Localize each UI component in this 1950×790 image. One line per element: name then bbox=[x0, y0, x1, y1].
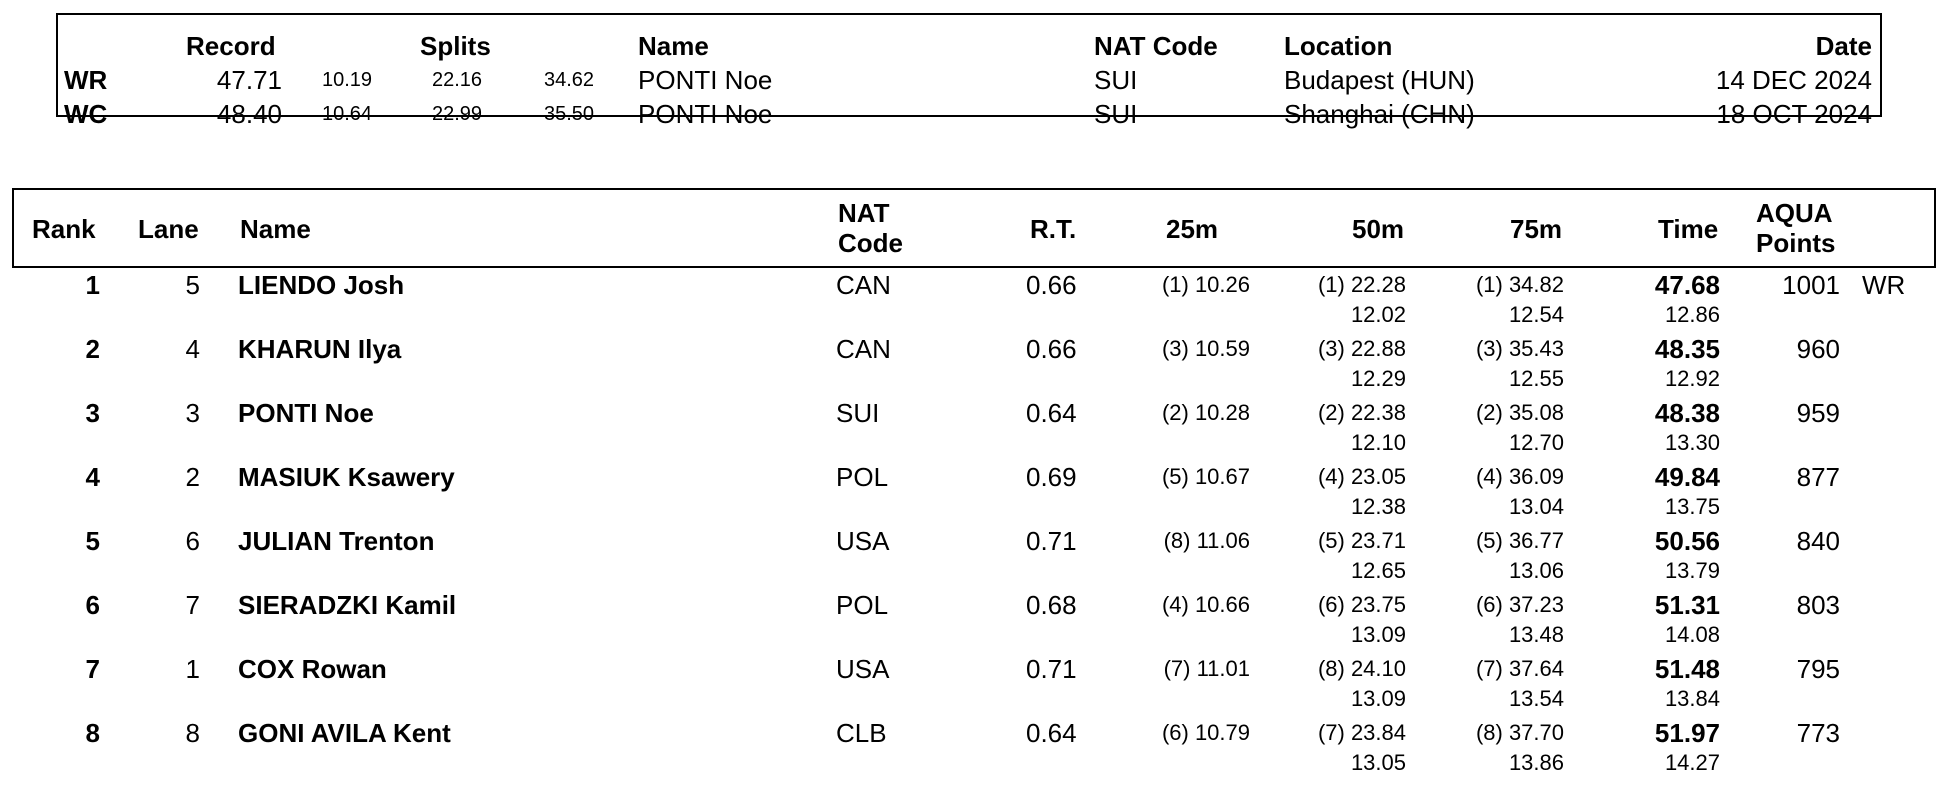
result-reaction-time: 0.64 bbox=[1026, 718, 1077, 748]
result-nat: USA bbox=[836, 654, 890, 684]
result-75m: (8) 37.70 bbox=[1475, 720, 1564, 745]
records-header-location: Location bbox=[1284, 31, 1393, 61]
result-time: 50.56 bbox=[1654, 526, 1720, 556]
result-time-split: 14.27 bbox=[1664, 750, 1720, 775]
result-25m: (1) 10.26 bbox=[1161, 272, 1250, 297]
result-75m: (1) 34.82 bbox=[1475, 272, 1564, 297]
record-time: 47.71 bbox=[216, 65, 282, 95]
result-points: 840 bbox=[1796, 526, 1840, 556]
result-25m: (5) 10.67 bbox=[1161, 464, 1250, 489]
result-50m: (1) 22.28 bbox=[1317, 272, 1406, 297]
result-50m-split: 13.05 bbox=[1350, 750, 1406, 775]
result-time: 51.97 bbox=[1654, 718, 1720, 748]
result-75m-split: 13.06 bbox=[1508, 558, 1564, 583]
result-reaction-time: 0.71 bbox=[1026, 526, 1077, 556]
record-location: Shanghai (CHN) bbox=[1284, 99, 1475, 129]
result-25m: (2) 10.28 bbox=[1161, 400, 1250, 425]
result-record: WR bbox=[1862, 270, 1906, 300]
result-lane: 7 bbox=[185, 590, 200, 620]
result-athlete-name: PONTI Noe bbox=[238, 398, 374, 428]
result-lane: 2 bbox=[185, 462, 200, 492]
record-split: 34.62 bbox=[544, 69, 595, 91]
result-points: 773 bbox=[1796, 718, 1840, 748]
result-50m-split: 13.09 bbox=[1350, 686, 1406, 711]
result-time-split: 12.86 bbox=[1664, 302, 1720, 327]
result-points: 877 bbox=[1796, 462, 1840, 492]
record-type: WR bbox=[64, 65, 108, 95]
result-lane: 6 bbox=[185, 526, 200, 556]
result-50m: (3) 22.88 bbox=[1317, 336, 1406, 361]
records-header-splits: Splits bbox=[420, 31, 491, 61]
result-75m-split: 13.04 bbox=[1508, 494, 1564, 519]
result-reaction-time: 0.71 bbox=[1026, 654, 1077, 684]
result-50m: (4) 23.05 bbox=[1317, 464, 1406, 489]
result-nat: CAN bbox=[836, 334, 891, 364]
result-reaction-time: 0.66 bbox=[1026, 270, 1077, 300]
result-time: 48.35 bbox=[1654, 334, 1720, 364]
result-nat: USA bbox=[836, 526, 890, 556]
record-name: PONTI Noe bbox=[638, 99, 773, 129]
result-time: 47.68 bbox=[1654, 270, 1720, 300]
result-athlete-name: GONI AVILA Kent bbox=[238, 718, 451, 748]
result-50m: (2) 22.38 bbox=[1317, 400, 1406, 425]
results-header-time: Time bbox=[1658, 214, 1719, 244]
result-nat: SUI bbox=[836, 398, 880, 428]
result-50m-split: 12.29 bbox=[1350, 366, 1406, 391]
result-time-split: 13.75 bbox=[1664, 494, 1720, 519]
record-type: WC bbox=[64, 99, 108, 129]
result-time-split: 13.30 bbox=[1664, 430, 1720, 455]
result-75m: (3) 35.43 bbox=[1475, 336, 1564, 361]
result-50m-split: 12.10 bbox=[1350, 430, 1406, 455]
result-athlete-name: LIENDO Josh bbox=[238, 270, 405, 300]
result-75m-split: 12.54 bbox=[1508, 302, 1564, 327]
result-75m: (5) 36.77 bbox=[1475, 528, 1564, 553]
result-points: 795 bbox=[1796, 654, 1840, 684]
result-rank: 5 bbox=[85, 526, 100, 556]
record-split: 10.64 bbox=[322, 103, 373, 125]
result-25m: (3) 10.59 bbox=[1161, 336, 1250, 361]
result-nat: CAN bbox=[836, 270, 891, 300]
result-time: 49.84 bbox=[1654, 462, 1720, 492]
record-date: 18 OCT 2024 bbox=[1716, 99, 1872, 129]
result-50m-split: 12.38 bbox=[1350, 494, 1406, 519]
results-header bbox=[12, 188, 1936, 268]
record-split: 35.50 bbox=[544, 103, 595, 125]
result-reaction-time: 0.68 bbox=[1026, 590, 1077, 620]
result-rank: 1 bbox=[85, 270, 100, 300]
result-rank: 4 bbox=[85, 462, 100, 492]
result-25m: (8) 11.06 bbox=[1163, 528, 1250, 553]
result-50m: (8) 24.10 bbox=[1317, 656, 1406, 681]
result-25m: (7) 11.01 bbox=[1163, 656, 1250, 681]
result-nat: POL bbox=[836, 462, 889, 492]
result-75m-split: 12.70 bbox=[1508, 430, 1564, 455]
record-split: 22.99 bbox=[432, 103, 483, 125]
result-time: 48.38 bbox=[1654, 398, 1720, 428]
result-athlete-name: COX Rowan bbox=[238, 654, 387, 684]
result-nat: POL bbox=[836, 590, 889, 620]
result-time-split: 13.79 bbox=[1664, 558, 1720, 583]
results-header-nat-2: Code bbox=[838, 228, 903, 258]
result-rank: 7 bbox=[85, 654, 100, 684]
result-lane: 3 bbox=[185, 398, 200, 428]
result-time-split: 12.92 bbox=[1664, 366, 1720, 391]
result-nat: CLB bbox=[836, 718, 887, 748]
result-lane: 8 bbox=[185, 718, 200, 748]
result-75m-split: 13.54 bbox=[1508, 686, 1564, 711]
result-athlete-name: MASIUK Ksawery bbox=[238, 462, 455, 492]
results-header-name: Name bbox=[240, 214, 311, 244]
result-50m: (6) 23.75 bbox=[1317, 592, 1406, 617]
record-location: Budapest (HUN) bbox=[1284, 65, 1475, 95]
result-time-split: 13.84 bbox=[1664, 686, 1720, 711]
result-athlete-name: JULIAN Trenton bbox=[238, 526, 435, 556]
records-header-record: Record bbox=[186, 31, 276, 61]
record-nat: SUI bbox=[1094, 99, 1138, 129]
result-time-split: 14.08 bbox=[1664, 622, 1720, 647]
results-header-rt: R.T. bbox=[1030, 214, 1077, 244]
record-date: 14 DEC 2024 bbox=[1715, 65, 1872, 95]
records-table bbox=[56, 13, 1882, 129]
result-50m-split: 12.65 bbox=[1350, 558, 1406, 583]
record-split: 22.16 bbox=[432, 69, 483, 91]
records-header-date: Date bbox=[1815, 31, 1872, 61]
result-time: 51.31 bbox=[1654, 590, 1720, 620]
result-reaction-time: 0.69 bbox=[1026, 462, 1077, 492]
result-75m: (7) 37.64 bbox=[1475, 656, 1564, 681]
result-points: 959 bbox=[1796, 398, 1840, 428]
results-header-75m: 75m bbox=[1510, 214, 1563, 244]
results-header-lane: Lane bbox=[138, 214, 199, 244]
result-75m-split: 13.86 bbox=[1508, 750, 1564, 775]
results-header-50m: 50m bbox=[1352, 214, 1405, 244]
result-75m-split: 12.55 bbox=[1508, 366, 1564, 391]
result-25m: (6) 10.79 bbox=[1161, 720, 1250, 745]
record-name: PONTI Noe bbox=[638, 65, 773, 95]
result-rank: 2 bbox=[85, 334, 100, 364]
results-header-nat-1: NAT bbox=[838, 198, 890, 228]
result-points: 960 bbox=[1796, 334, 1840, 364]
result-lane: 5 bbox=[185, 270, 200, 300]
result-athlete-name: KHARUN Ilya bbox=[238, 334, 402, 364]
result-reaction-time: 0.64 bbox=[1026, 398, 1077, 428]
record-split: 10.19 bbox=[322, 69, 373, 91]
results-header-rank: Rank bbox=[32, 214, 96, 244]
record-time: 48.40 bbox=[216, 99, 282, 129]
records-header-nat: NAT Code bbox=[1094, 31, 1218, 61]
record-nat: SUI bbox=[1094, 65, 1138, 95]
result-lane: 4 bbox=[185, 334, 200, 364]
result-75m-split: 13.48 bbox=[1508, 622, 1564, 647]
result-50m: (5) 23.71 bbox=[1317, 528, 1406, 553]
result-athlete-name: SIERADZKI Kamil bbox=[238, 590, 457, 620]
result-time: 51.48 bbox=[1654, 654, 1720, 684]
result-50m-split: 13.09 bbox=[1350, 622, 1406, 647]
result-75m: (6) 37.23 bbox=[1475, 592, 1564, 617]
result-reaction-time: 0.66 bbox=[1026, 334, 1077, 364]
result-75m: (4) 36.09 bbox=[1475, 464, 1564, 489]
results-header-points-1: AQUA bbox=[1756, 198, 1833, 228]
result-points: 803 bbox=[1796, 590, 1840, 620]
result-rank: 6 bbox=[85, 590, 100, 620]
results-header-points-2: Points bbox=[1756, 228, 1836, 258]
result-50m: (7) 23.84 bbox=[1317, 720, 1406, 745]
result-rank: 8 bbox=[85, 718, 100, 748]
records-header-name: Name bbox=[638, 31, 709, 61]
result-rank: 3 bbox=[85, 398, 100, 428]
results-header-25m: 25m bbox=[1166, 214, 1219, 244]
result-50m-split: 12.02 bbox=[1350, 302, 1406, 327]
result-75m: (2) 35.08 bbox=[1475, 400, 1564, 425]
result-25m: (4) 10.66 bbox=[1161, 592, 1250, 617]
result-lane: 1 bbox=[185, 654, 200, 684]
result-points: 1001 bbox=[1782, 270, 1840, 300]
